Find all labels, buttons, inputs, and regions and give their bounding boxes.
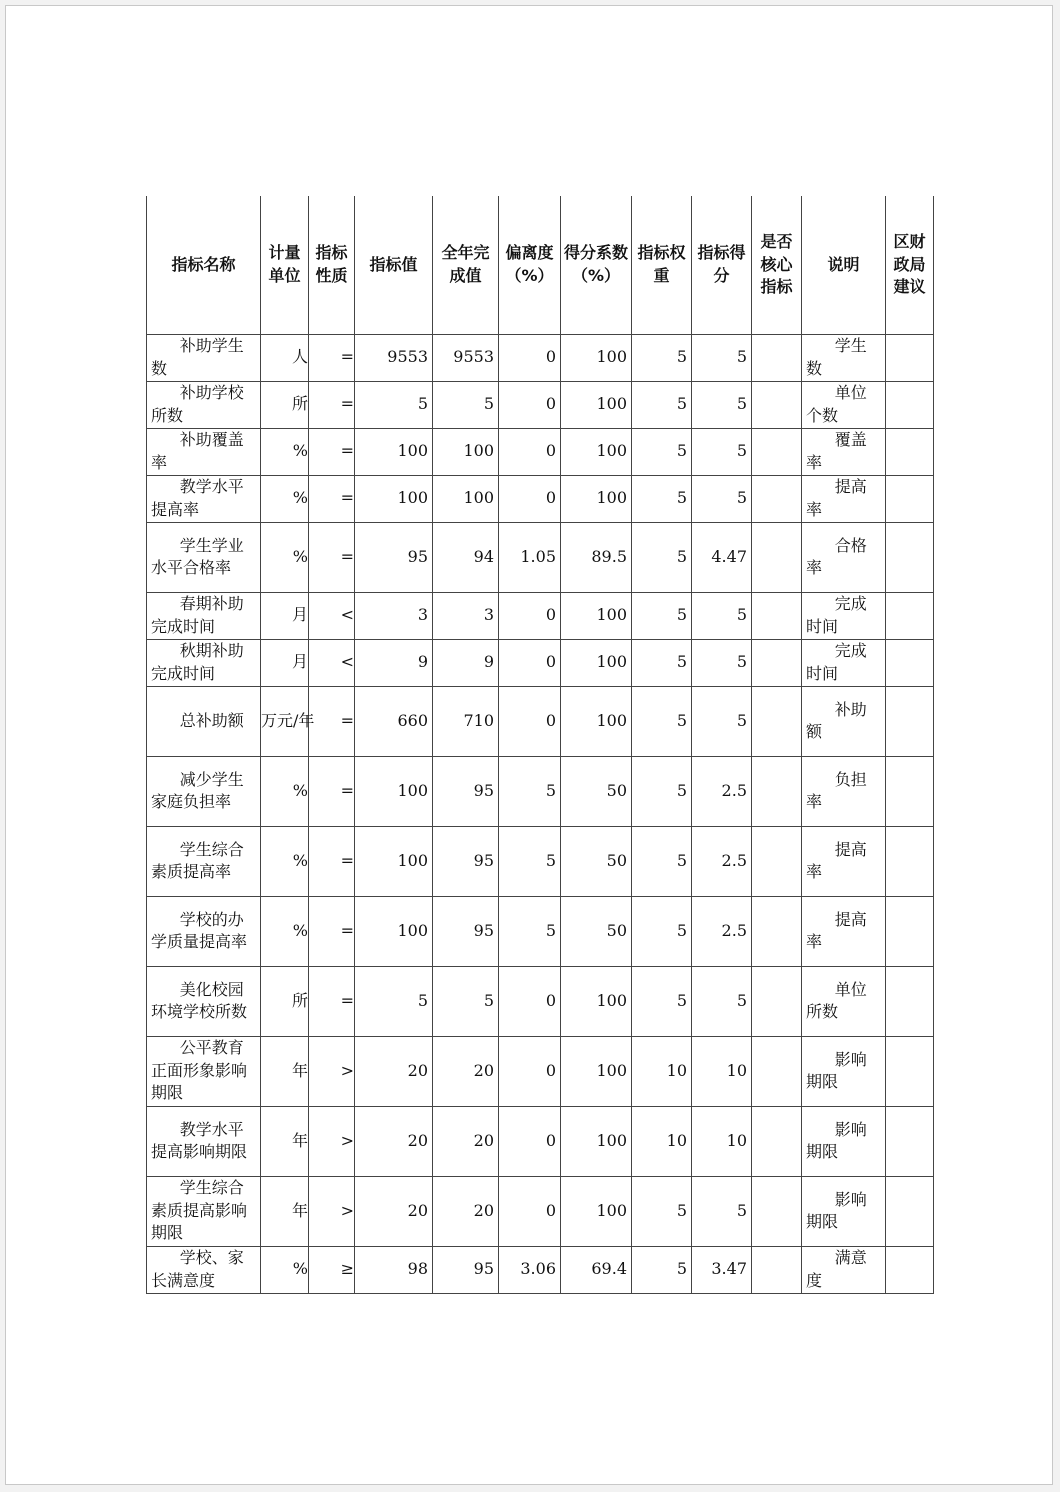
table-row	[147, 592, 934, 639]
table-row	[147, 522, 934, 592]
indicator-name-cell: 减少学生家庭负担率	[147, 756, 261, 826]
weight-cell: 5	[632, 592, 692, 639]
core-indicator-cell	[752, 475, 802, 522]
description-cell: 单位所数	[802, 966, 886, 1036]
bureau-advice-cell	[886, 1106, 934, 1176]
core-indicator-cell	[752, 522, 802, 592]
bureau-advice-cell	[886, 639, 934, 686]
target-value-cell: 5	[355, 381, 433, 428]
deviation-cell: 0	[499, 475, 561, 522]
unit-cell: %	[261, 428, 309, 475]
score-coefficient-cell: 100	[561, 1176, 632, 1246]
indicator-name-cell: 秋期补助完成时间	[147, 639, 261, 686]
nature-cell: =	[309, 686, 355, 756]
weight-cell: 10	[632, 1106, 692, 1176]
table-row	[147, 756, 934, 826]
deviation-cell: 0	[499, 639, 561, 686]
table-row	[147, 686, 934, 756]
document-page	[5, 5, 1053, 1485]
score-cell: 5	[692, 639, 752, 686]
table-row	[147, 1176, 934, 1246]
unit-cell: %	[261, 1246, 309, 1293]
unit-cell: 月	[261, 639, 309, 686]
score-coefficient-cell: 100	[561, 428, 632, 475]
weight-cell: 5	[632, 475, 692, 522]
bureau-advice-cell	[886, 1246, 934, 1293]
bureau-advice-cell	[886, 592, 934, 639]
score-cell: 5	[692, 1176, 752, 1246]
score-cell: 5	[692, 381, 752, 428]
core-indicator-cell	[752, 1106, 802, 1176]
score-cell: 10	[692, 1036, 752, 1106]
header-score-coefficient: 得分系数（%）	[561, 196, 632, 334]
bureau-advice-cell	[886, 896, 934, 966]
deviation-cell: 0	[499, 381, 561, 428]
header-deviation: 偏离度（%）	[499, 196, 561, 334]
core-indicator-cell	[752, 896, 802, 966]
core-indicator-cell	[752, 826, 802, 896]
table-body	[147, 334, 934, 1293]
indicator-name-cell: 学生综合素质提高影响期限	[147, 1176, 261, 1246]
core-indicator-cell	[752, 966, 802, 1036]
nature-cell: >	[309, 1106, 355, 1176]
weight-cell: 5	[632, 381, 692, 428]
nature-cell: >	[309, 1176, 355, 1246]
unit-cell: 年	[261, 1106, 309, 1176]
unit-cell: %	[261, 826, 309, 896]
table-row	[147, 896, 934, 966]
target-value-cell: 5	[355, 966, 433, 1036]
indicator-name-cell: 学校、家长满意度	[147, 1246, 261, 1293]
nature-cell: >	[309, 1036, 355, 1106]
header-nature: 指标性质	[309, 196, 355, 334]
indicator-name-cell: 学校的办学质量提高率	[147, 896, 261, 966]
unit-cell: %	[261, 896, 309, 966]
deviation-cell: 0	[499, 1036, 561, 1106]
nature-cell: =	[309, 522, 355, 592]
header-core-indicator: 是否核心指标	[752, 196, 802, 334]
header-target-value: 指标值	[355, 196, 433, 334]
target-value-cell: 98	[355, 1246, 433, 1293]
weight-cell: 10	[632, 1036, 692, 1106]
score-coefficient-cell: 50	[561, 826, 632, 896]
bureau-advice-cell	[886, 1036, 934, 1106]
core-indicator-cell	[752, 1246, 802, 1293]
deviation-cell: 5	[499, 896, 561, 966]
actual-value-cell: 710	[433, 686, 499, 756]
table-row	[147, 475, 934, 522]
score-coefficient-cell: 50	[561, 756, 632, 826]
indicator-name-cell: 美化校园环境学校所数	[147, 966, 261, 1036]
description-cell: 合格率	[802, 522, 886, 592]
unit-cell: 人	[261, 334, 309, 381]
actual-value-cell: 9	[433, 639, 499, 686]
deviation-cell: 0	[499, 428, 561, 475]
nature-cell: =	[309, 756, 355, 826]
score-coefficient-cell: 100	[561, 1036, 632, 1106]
bureau-advice-cell	[886, 475, 934, 522]
actual-value-cell: 95	[433, 1246, 499, 1293]
unit-cell: 所	[261, 381, 309, 428]
indicator-name-cell: 总补助额	[147, 686, 261, 756]
bureau-advice-cell	[886, 756, 934, 826]
score-coefficient-cell: 100	[561, 334, 632, 381]
target-value-cell: 660	[355, 686, 433, 756]
deviation-cell: 1.05	[499, 522, 561, 592]
indicator-name-cell: 学生学业水平合格率	[147, 522, 261, 592]
header-unit: 计量单位	[261, 196, 309, 334]
weight-cell: 5	[632, 334, 692, 381]
description-cell: 学生数	[802, 334, 886, 381]
deviation-cell: 0	[499, 1106, 561, 1176]
unit-cell: 年	[261, 1176, 309, 1246]
unit-cell: 年	[261, 1036, 309, 1106]
actual-value-cell: 95	[433, 756, 499, 826]
actual-value-cell: 100	[433, 475, 499, 522]
core-indicator-cell	[752, 334, 802, 381]
nature-cell: =	[309, 381, 355, 428]
unit-cell: %	[261, 756, 309, 826]
table-row	[147, 1106, 934, 1176]
weight-cell: 5	[632, 639, 692, 686]
table-row	[147, 826, 934, 896]
nature-cell: =	[309, 896, 355, 966]
nature-cell: =	[309, 334, 355, 381]
bureau-advice-cell	[886, 522, 934, 592]
nature-cell: =	[309, 826, 355, 896]
weight-cell: 5	[632, 756, 692, 826]
score-cell: 5	[692, 334, 752, 381]
weight-cell: 5	[632, 896, 692, 966]
weight-cell: 5	[632, 1246, 692, 1293]
deviation-cell: 0	[499, 966, 561, 1036]
core-indicator-cell	[752, 639, 802, 686]
bureau-advice-cell	[886, 826, 934, 896]
score-coefficient-cell: 89.5	[561, 522, 632, 592]
deviation-cell: 5	[499, 826, 561, 896]
description-cell: 单位个数	[802, 381, 886, 428]
weight-cell: 5	[632, 522, 692, 592]
description-cell: 负担率	[802, 756, 886, 826]
unit-cell: 万元/年	[261, 686, 309, 756]
indicator-name-cell: 春期补助完成时间	[147, 592, 261, 639]
weight-cell: 5	[632, 428, 692, 475]
header-weight: 指标权重	[632, 196, 692, 334]
score-coefficient-cell: 69.4	[561, 1246, 632, 1293]
description-cell: 完成时间	[802, 592, 886, 639]
target-value-cell: 95	[355, 522, 433, 592]
description-cell: 满意度	[802, 1246, 886, 1293]
target-value-cell: 20	[355, 1176, 433, 1246]
indicator-name-cell: 公平教育正面形象影响期限	[147, 1036, 261, 1106]
score-cell: 5	[692, 475, 752, 522]
unit-cell: %	[261, 522, 309, 592]
nature-cell: <	[309, 639, 355, 686]
score-cell: 2.5	[692, 896, 752, 966]
table-row	[147, 1246, 934, 1293]
bureau-advice-cell	[886, 966, 934, 1036]
description-cell: 覆盖率	[802, 428, 886, 475]
weight-cell: 5	[632, 966, 692, 1036]
score-coefficient-cell: 100	[561, 475, 632, 522]
unit-cell: 所	[261, 966, 309, 1036]
score-cell: 2.5	[692, 756, 752, 826]
table-row	[147, 381, 934, 428]
header-actual-value: 全年完成值	[433, 196, 499, 334]
score-coefficient-cell: 100	[561, 592, 632, 639]
nature-cell: <	[309, 592, 355, 639]
score-cell: 5	[692, 592, 752, 639]
weight-cell: 5	[632, 1176, 692, 1246]
indicator-name-cell: 补助学校所数	[147, 381, 261, 428]
actual-value-cell: 9553	[433, 334, 499, 381]
header-score: 指标得分	[692, 196, 752, 334]
core-indicator-cell	[752, 686, 802, 756]
table-row	[147, 428, 934, 475]
nature-cell: =	[309, 428, 355, 475]
target-value-cell: 100	[355, 896, 433, 966]
target-value-cell: 20	[355, 1036, 433, 1106]
indicator-name-cell: 补助学生数	[147, 334, 261, 381]
bureau-advice-cell	[886, 428, 934, 475]
actual-value-cell: 100	[433, 428, 499, 475]
description-cell: 补助额	[802, 686, 886, 756]
score-coefficient-cell: 100	[561, 639, 632, 686]
target-value-cell: 9553	[355, 334, 433, 381]
score-cell: 10	[692, 1106, 752, 1176]
weight-cell: 5	[632, 686, 692, 756]
score-cell: 2.5	[692, 826, 752, 896]
target-value-cell: 3	[355, 592, 433, 639]
actual-value-cell: 20	[433, 1106, 499, 1176]
bureau-advice-cell	[886, 381, 934, 428]
core-indicator-cell	[752, 756, 802, 826]
header-description: 说明	[802, 196, 886, 334]
core-indicator-cell	[752, 592, 802, 639]
target-value-cell: 100	[355, 428, 433, 475]
deviation-cell: 0	[499, 334, 561, 381]
score-cell: 3.47	[692, 1246, 752, 1293]
actual-value-cell: 94	[433, 522, 499, 592]
actual-value-cell: 5	[433, 381, 499, 428]
score-coefficient-cell: 100	[561, 686, 632, 756]
actual-value-cell: 95	[433, 826, 499, 896]
nature-cell: =	[309, 966, 355, 1036]
header-indicator-name: 指标名称	[147, 196, 261, 334]
actual-value-cell: 5	[433, 966, 499, 1036]
indicator-name-cell: 补助覆盖率	[147, 428, 261, 475]
target-value-cell: 100	[355, 475, 433, 522]
performance-indicator-table	[146, 196, 934, 1294]
description-cell: 提高率	[802, 475, 886, 522]
actual-value-cell: 95	[433, 896, 499, 966]
core-indicator-cell	[752, 381, 802, 428]
target-value-cell: 9	[355, 639, 433, 686]
actual-value-cell: 20	[433, 1176, 499, 1246]
core-indicator-cell	[752, 1176, 802, 1246]
unit-cell: 月	[261, 592, 309, 639]
nature-cell: =	[309, 475, 355, 522]
core-indicator-cell	[752, 428, 802, 475]
description-cell: 影响期限	[802, 1036, 886, 1106]
bureau-advice-cell	[886, 686, 934, 756]
description-cell: 影响期限	[802, 1176, 886, 1246]
description-cell: 影响期限	[802, 1106, 886, 1176]
unit-cell: %	[261, 475, 309, 522]
actual-value-cell: 3	[433, 592, 499, 639]
deviation-cell: 0	[499, 686, 561, 756]
deviation-cell: 3.06	[499, 1246, 561, 1293]
table-row	[147, 334, 934, 381]
bureau-advice-cell	[886, 334, 934, 381]
deviation-cell: 0	[499, 1176, 561, 1246]
score-cell: 5	[692, 686, 752, 756]
description-cell: 提高率	[802, 896, 886, 966]
table-row	[147, 639, 934, 686]
indicator-name-cell: 学生综合素质提高率	[147, 826, 261, 896]
actual-value-cell: 20	[433, 1036, 499, 1106]
target-value-cell: 100	[355, 826, 433, 896]
core-indicator-cell	[752, 1036, 802, 1106]
indicator-name-cell: 教学水平提高率	[147, 475, 261, 522]
deviation-cell: 5	[499, 756, 561, 826]
score-cell: 4.47	[692, 522, 752, 592]
score-cell: 5	[692, 966, 752, 1036]
table-row	[147, 966, 934, 1036]
weight-cell: 5	[632, 826, 692, 896]
deviation-cell: 0	[499, 592, 561, 639]
header-bureau-advice: 区财政局建议	[886, 196, 934, 334]
target-value-cell: 100	[355, 756, 433, 826]
score-coefficient-cell: 100	[561, 1106, 632, 1176]
indicator-name-cell: 教学水平提高影响期限	[147, 1106, 261, 1176]
table-row	[147, 1036, 934, 1106]
bureau-advice-cell	[886, 1176, 934, 1246]
target-value-cell: 20	[355, 1106, 433, 1176]
table-header-row	[147, 196, 934, 334]
description-cell: 完成时间	[802, 639, 886, 686]
score-coefficient-cell: 50	[561, 896, 632, 966]
score-coefficient-cell: 100	[561, 381, 632, 428]
description-cell: 提高率	[802, 826, 886, 896]
score-coefficient-cell: 100	[561, 966, 632, 1036]
nature-cell: ≥	[309, 1246, 355, 1293]
score-cell: 5	[692, 428, 752, 475]
